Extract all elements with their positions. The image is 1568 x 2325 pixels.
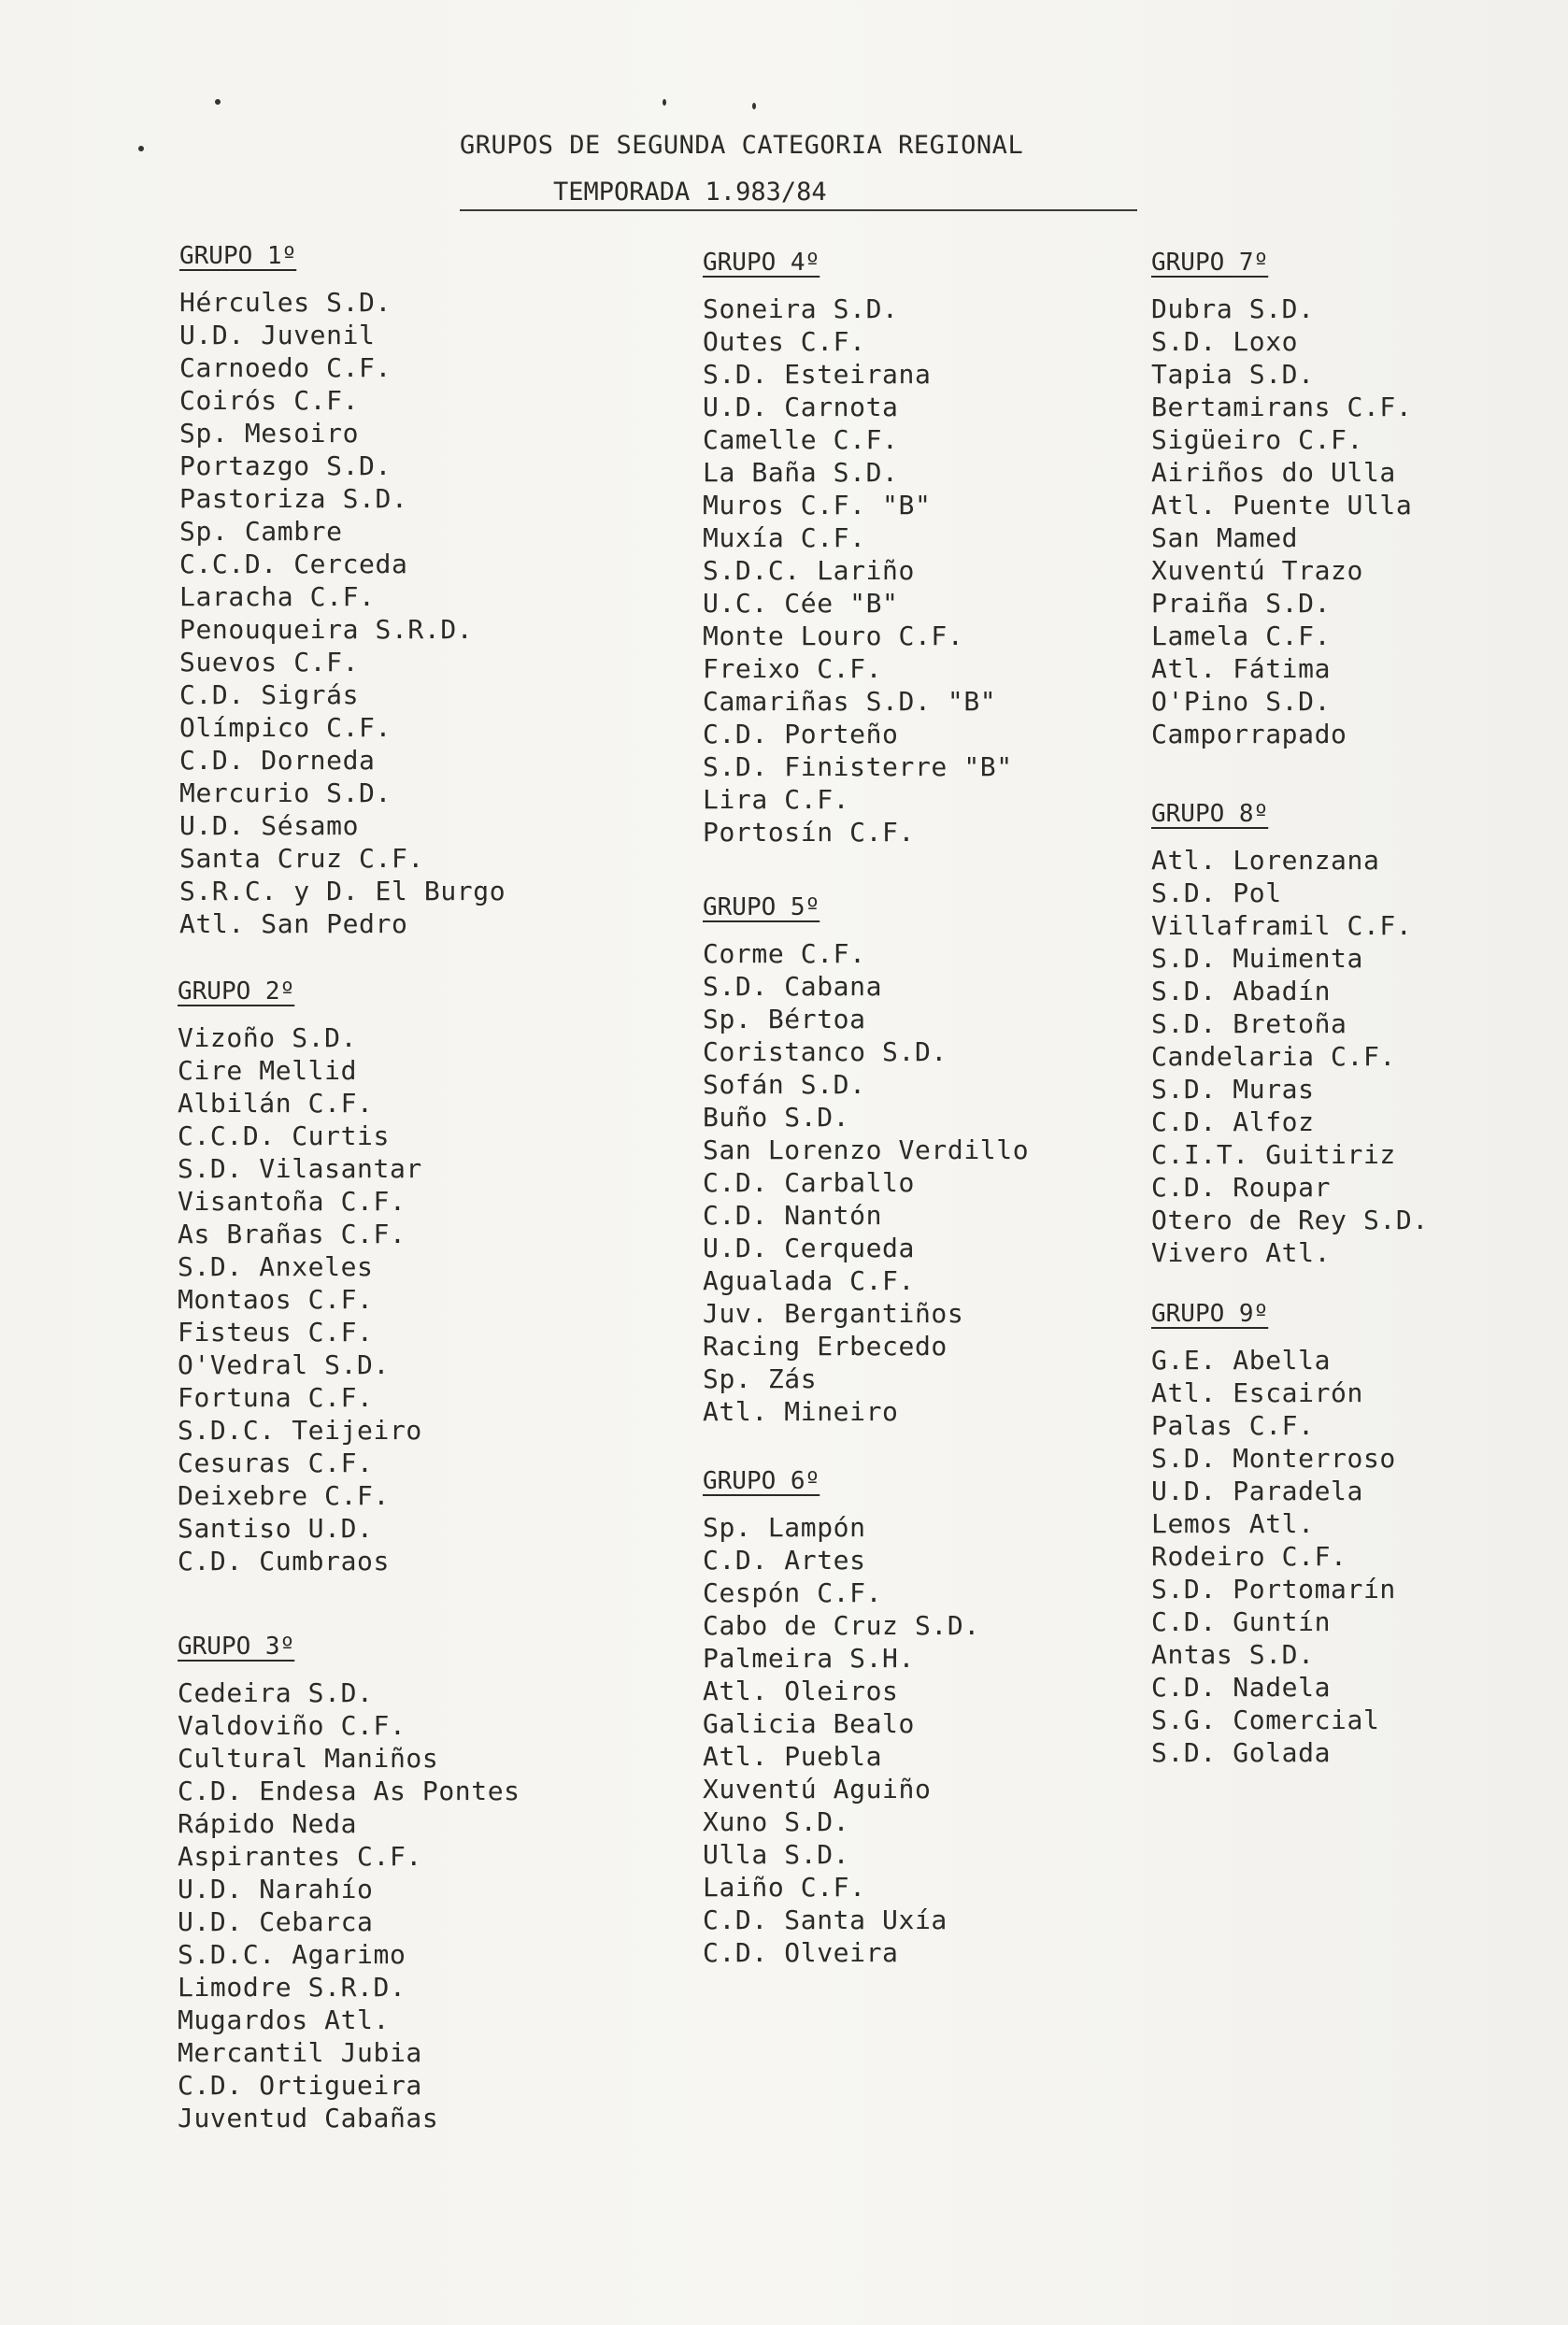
ink-speck (663, 99, 666, 106)
group-heading: GRUPO 8º (1151, 800, 1269, 828)
team-name: Cedeira S.D. (178, 1677, 374, 1708)
team-name: Corme C.F. (703, 938, 866, 969)
team-name: Sofán S.D. (703, 1069, 866, 1100)
team-group (703, 1464, 980, 1969)
team-name: Tapia S.D. (1151, 359, 1315, 390)
team-name: Coirós C.F. (179, 385, 360, 416)
team-name: Coristanco S.D. (703, 1036, 948, 1067)
team-name: Palas C.F. (1151, 1410, 1315, 1441)
title-underline (460, 209, 1137, 211)
team-name: Buño S.D. (703, 1102, 850, 1133)
team-name: Candelaria C.F. (1151, 1041, 1396, 1072)
team-name: S.D. Vilasantar (178, 1153, 422, 1184)
team-name: C.D. Guntín (1151, 1606, 1332, 1637)
group-heading: GRUPO 3º (178, 1633, 295, 1661)
team-name: Bertamirans C.F. (1151, 392, 1413, 422)
team-name: U.D. Cebarca (178, 1906, 374, 1937)
team-name: Otero de Rey S.D. (1151, 1205, 1429, 1235)
team-name: Atl. San Pedro (179, 908, 408, 939)
team-name: C.D. Dorneda (179, 745, 376, 776)
team-name: Agualada C.F. (703, 1265, 915, 1296)
team-name: Villaframil C.F. (1151, 910, 1413, 941)
team-name: C.D. Ortigueira (178, 2070, 422, 2101)
team-name: Xuventú Aguiño (703, 1774, 932, 1804)
team-name: S.D. Bretoña (1151, 1008, 1347, 1039)
team-name: Atl. Lorenzana (1151, 845, 1380, 876)
team-name: Galicia Bealo (703, 1708, 915, 1739)
team-name: Aspirantes C.F. (178, 1841, 422, 1872)
team-name: U.D. Narahío (178, 1874, 374, 1904)
team-name: San Lorenzo Verdillo (703, 1134, 1030, 1165)
team-name: S.D. Golada (1151, 1737, 1332, 1768)
team-name: Hércules S.D. (179, 287, 392, 318)
team-name: Atl. Puebla (703, 1741, 883, 1772)
ink-speck (138, 146, 144, 151)
team-name: Camporrapado (1151, 719, 1347, 749)
team-name: Cesuras C.F. (178, 1448, 374, 1478)
team-name: Laiño C.F. (703, 1872, 866, 1903)
team-name: Limodre S.R.D. (178, 1972, 406, 2003)
team-name: U.D. Cerqueda (703, 1233, 915, 1263)
team-name: La Baña S.D. (703, 457, 899, 488)
team-name: Muros C.F. "B" (703, 490, 932, 521)
team-name: Soneira S.D. (703, 293, 899, 324)
team-name: Outes C.F. (703, 326, 866, 357)
team-group (178, 1630, 520, 2134)
team-name: Sp. Cambre (179, 516, 343, 547)
team-name: Laracha C.F. (179, 581, 376, 612)
team-name: C.C.D. Curtis (178, 1120, 390, 1151)
team-name: San Mamed (1151, 522, 1299, 553)
team-name: S.D. Pol (1151, 877, 1282, 908)
team-name: Montaos C.F. (178, 1284, 374, 1315)
team-name: S.D. Loxo (1151, 326, 1299, 357)
team-name: Sigüeiro C.F. (1151, 424, 1363, 455)
team-name: C.D. Nadela (1151, 1672, 1332, 1703)
team-name: Juv. Bergantiños (703, 1298, 964, 1329)
team-name: Xuventú Trazo (1151, 555, 1363, 586)
team-name: U.D. Juvenil (179, 320, 376, 350)
team-name: Mercantil Jubia (178, 2037, 422, 2068)
team-name: Vizoño S.D. (178, 1022, 358, 1053)
team-name: Santa Cruz C.F. (179, 843, 424, 874)
team-name: C.D. Cumbraos (178, 1546, 390, 1576)
team-name: Sp. Lampón (703, 1512, 866, 1543)
team-name: As Brañas C.F. (178, 1219, 406, 1249)
team-name: U.D. Sésamo (179, 810, 360, 841)
team-name: Mercurio S.D. (179, 777, 392, 808)
team-group (178, 975, 422, 1577)
team-name: Santiso U.D. (178, 1513, 374, 1544)
team-name: Monte Louro C.F. (703, 620, 964, 651)
team-name: Fortuna C.F. (178, 1382, 374, 1413)
group-heading: GRUPO 1º (179, 242, 297, 270)
team-name: C.D. Olveira (703, 1937, 899, 1968)
team-name: Sp. Bértoa (703, 1004, 866, 1034)
team-name: Vivero Atl. (1151, 1237, 1332, 1268)
team-name: Cire Mellid (178, 1055, 358, 1086)
team-name: Atl. Fátima (1151, 653, 1332, 684)
team-name: Atl. Escairón (1151, 1377, 1363, 1408)
team-name: C.D. Artes (703, 1545, 866, 1576)
team-name: Atl. Oleiros (703, 1676, 899, 1706)
team-group (1151, 246, 1412, 750)
team-name: Antas S.D. (1151, 1639, 1315, 1670)
team-name: S.R.C. y D. El Burgo (179, 876, 506, 906)
team-name: Xuno S.D. (703, 1806, 850, 1837)
team-name: S.D. Cabana (703, 971, 883, 1002)
team-name: Valdoviño C.F. (178, 1710, 406, 1741)
team-name: S.D. Muras (1151, 1074, 1315, 1105)
team-name: C.I.T. Guitiriz (1151, 1139, 1396, 1170)
team-name: Airiños do Ulla (1151, 457, 1396, 488)
team-name: Freixo C.F. (703, 653, 883, 684)
team-name: Carnoedo C.F. (179, 352, 392, 383)
team-name: Sp. Mesoiro (179, 418, 360, 449)
team-name: Lamela C.F. (1151, 620, 1332, 651)
team-name: S.D. Portomarín (1151, 1574, 1396, 1605)
team-name: Olímpico C.F. (179, 712, 392, 743)
team-name: C.D. Endesa As Pontes (178, 1776, 520, 1806)
team-name: G.E. Abella (1151, 1345, 1332, 1376)
team-name: Suevos C.F. (179, 647, 360, 678)
ink-speck (752, 103, 756, 109)
team-name: C.D. Porteño (703, 719, 899, 749)
team-name: C.D. Alfoz (1151, 1106, 1315, 1137)
team-name: Albilán C.F. (178, 1088, 374, 1119)
team-name: Portazgo S.D. (179, 450, 392, 481)
team-name: O'Vedral S.D. (178, 1349, 390, 1380)
team-name: C.D. Sigrás (179, 679, 360, 710)
group-heading: GRUPO 9º (1151, 1300, 1269, 1328)
team-name: Racing Erbecedo (703, 1331, 948, 1362)
team-name: C.C.D. Cerceda (179, 549, 408, 579)
document-subtitle: TEMPORADA 1.983/84 (553, 178, 827, 207)
team-group (1151, 1297, 1396, 1769)
team-name: Lira C.F. (703, 784, 850, 815)
team-name: S.D. Abadín (1151, 976, 1332, 1006)
team-name: S.D. Anxeles (178, 1251, 374, 1282)
team-name: Ulla S.D. (703, 1839, 850, 1870)
team-group (179, 239, 506, 940)
team-name: S.D.C. Teijeiro (178, 1415, 422, 1446)
team-name: S.D.C. Lariño (703, 555, 915, 586)
team-name: Dubra S.D. (1151, 293, 1315, 324)
team-name: S.D. Esteirana (703, 359, 932, 390)
team-name: Penouqueira S.R.D. (179, 614, 474, 645)
team-name: C.D. Roupar (1151, 1172, 1332, 1203)
team-name: Camariñas S.D. "B" (703, 686, 997, 717)
team-name: Rápido Neda (178, 1808, 358, 1839)
team-name: Atl. Puente Ulla (1151, 490, 1413, 521)
team-name: U.C. Cée "B" (703, 588, 899, 619)
team-name: Camelle C.F. (703, 424, 899, 455)
team-name: O'Pino S.D. (1151, 686, 1332, 717)
team-name: Cultural Maniños (178, 1743, 439, 1774)
team-name: U.D. Paradela (1151, 1476, 1363, 1506)
team-name: Praiña S.D. (1151, 588, 1332, 619)
team-name: Deixebre C.F. (178, 1480, 390, 1511)
group-heading: GRUPO 7º (1151, 249, 1269, 277)
team-name: Palmeira S.H. (703, 1643, 915, 1674)
team-name: Pastoriza S.D. (179, 483, 408, 514)
team-name: Portosín C.F. (703, 817, 915, 848)
team-name: S.D. Monterroso (1151, 1443, 1396, 1474)
group-heading: GRUPO 4º (703, 249, 820, 277)
team-name: C.D. Carballo (703, 1167, 915, 1198)
team-name: Juventud Cabañas (178, 2103, 439, 2133)
team-name: S.D. Finisterre "B" (703, 751, 1013, 782)
team-name: Lemos Atl. (1151, 1508, 1315, 1539)
team-name: S.G. Comercial (1151, 1705, 1380, 1735)
group-heading: GRUPO 6º (703, 1467, 820, 1495)
team-group (703, 891, 1029, 1428)
team-group (1151, 797, 1429, 1269)
team-name: Muxía C.F. (703, 522, 866, 553)
team-name: Mugardos Atl. (178, 2004, 390, 2035)
team-name: Rodeiro C.F. (1151, 1541, 1347, 1572)
team-name: S.D. Muimenta (1151, 943, 1363, 974)
team-name: Cespón C.F. (703, 1577, 883, 1608)
team-name: S.D.C. Agarimo (178, 1939, 406, 1970)
ink-speck (215, 99, 221, 105)
team-name: C.D. Santa Uxía (703, 1904, 948, 1935)
team-name: U.D. Carnota (703, 392, 899, 422)
team-name: C.D. Nantón (703, 1200, 883, 1231)
team-name: Atl. Mineiro (703, 1396, 899, 1427)
group-heading: GRUPO 2º (178, 977, 295, 1006)
team-name: Cabo de Cruz S.D. (703, 1610, 980, 1641)
team-name: Fisteus C.F. (178, 1317, 374, 1348)
team-group (703, 246, 1013, 849)
group-heading: GRUPO 5º (703, 893, 820, 921)
team-name: Sp. Zás (703, 1363, 818, 1394)
document-title: GRUPOS DE SEGUNDA CATEGORIA REGIONAL (460, 131, 1024, 160)
team-name: Visantoña C.F. (178, 1186, 406, 1217)
